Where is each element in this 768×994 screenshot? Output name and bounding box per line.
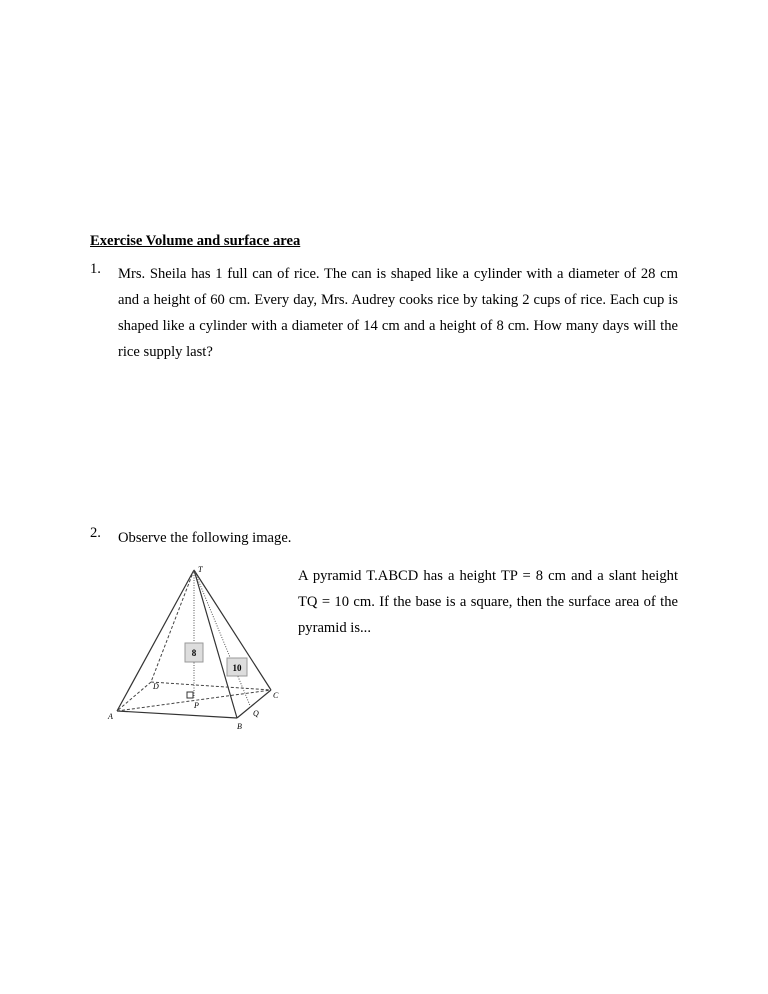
vertex-t: T <box>198 565 203 574</box>
page-title: Exercise Volume and surface area <box>90 233 301 249</box>
vertex-d: D <box>153 682 159 691</box>
question-2-detail: A pyramid T.ABCD has a height TP = 8 cm and a slant height TQ = 10 cm. If the base is a square, then the surface area of the pyramid is... <box>298 568 678 636</box>
question-1-text: Mrs. Sheila has 1 full can of rice. The can is shaped like a cylinder with a diameter of 28 cm and a height of 60 cm. Every day, Mrs. Audrey cooks rice by taking 2 cups of rice. Each cup is shaped like a cylinder with a diameter of 14 cm and a height of 8 cm. How many days will the rice supply last? <box>118 266 678 360</box>
vertex-a: A <box>108 712 113 721</box>
height-label: 8 <box>191 648 197 658</box>
pyramid-figure <box>105 555 290 735</box>
question-2-number: 2. <box>90 525 101 541</box>
vertex-c: C <box>273 691 279 700</box>
slant-label: 10 <box>232 663 242 673</box>
question-1-number: 1. <box>90 261 101 277</box>
point-q: Q <box>253 709 259 718</box>
point-p: P <box>194 701 199 710</box>
vertex-b: B <box>237 722 242 731</box>
question-2-text: Observe the following image. <box>118 530 292 546</box>
